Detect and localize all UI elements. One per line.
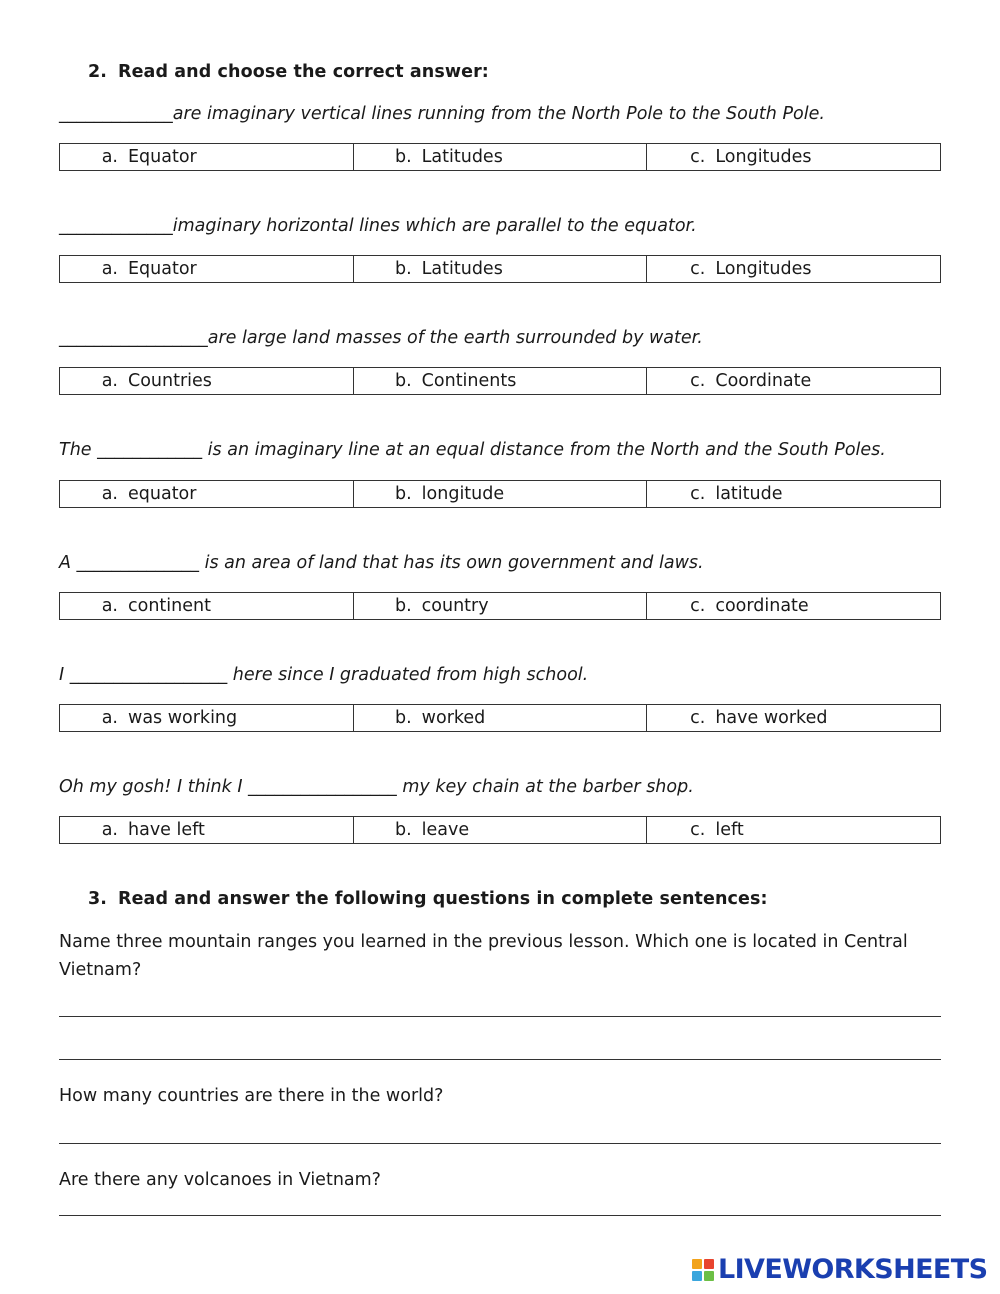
option-text: Continents (421, 371, 517, 391)
open-question: Name three mountain ranges you learned in the previous lesson. Which one is located in Central Vietnam? (59, 932, 908, 980)
option-a[interactable] (60, 705, 353, 731)
brand-name: LIVEWORKSHEETS (718, 1254, 988, 1285)
section-title: Read and answer the following questions in complete sentences: (118, 889, 768, 909)
option-letter: b. (395, 147, 412, 167)
answer-line[interactable] (59, 1215, 941, 1216)
option-letter: a. (101, 820, 118, 840)
options-row (59, 704, 941, 732)
option-b[interactable] (353, 593, 647, 619)
option-c[interactable] (646, 593, 940, 619)
options-row (59, 255, 941, 283)
open-question: Are there any volcanoes in Vietnam? (59, 1170, 381, 1190)
option-a[interactable] (60, 481, 353, 507)
option-text: Latitudes (421, 259, 503, 279)
option-b[interactable] (353, 705, 647, 731)
option-text: was working (128, 708, 238, 728)
question-prompt: Oh my gosh! I think I _________________ my key chain at the barber shop. (59, 777, 694, 797)
options-row (59, 816, 941, 844)
option-letter: a. (101, 371, 118, 391)
option-text: Longitudes (715, 259, 812, 279)
option-b[interactable] (353, 144, 647, 170)
option-letter: c. (690, 371, 706, 391)
option-a[interactable] (60, 593, 353, 619)
option-letter: c. (690, 484, 706, 504)
answer-line[interactable] (59, 1143, 941, 1144)
option-text: longitude (421, 484, 505, 504)
options-row (59, 367, 941, 395)
option-letter: c. (690, 820, 706, 840)
option-letter: b. (395, 484, 412, 504)
option-letter: a. (101, 484, 118, 504)
option-c[interactable] (646, 817, 940, 843)
option-letter: b. (395, 596, 412, 616)
question-prompt: _____________are imaginary vertical lines running from the North Pole to the South Pole. (59, 104, 825, 124)
option-b[interactable] (353, 368, 647, 394)
option-b[interactable] (353, 256, 647, 282)
option-letter: a. (101, 147, 118, 167)
logo-block (704, 1259, 714, 1269)
option-letter: a. (101, 259, 118, 279)
logo-block (704, 1271, 714, 1281)
answer-line[interactable] (59, 1059, 941, 1060)
option-letter: c. (690, 259, 706, 279)
options-row (59, 480, 941, 508)
option-letter: c. (690, 708, 706, 728)
option-letter: b. (395, 259, 412, 279)
option-b[interactable] (353, 481, 647, 507)
section-number: 3. (88, 889, 108, 909)
option-text: Coordinate (715, 371, 812, 391)
question-prompt: The ____________ is an imaginary line at an equal distance from the North and the South Poles. (59, 440, 886, 460)
option-letter: b. (395, 371, 412, 391)
option-a[interactable] (60, 368, 353, 394)
section-title: Read and choose the correct answer: (118, 62, 489, 82)
section-2-heading (88, 62, 489, 82)
options-row (59, 143, 941, 171)
option-text: country (421, 596, 489, 616)
question-prompt: _________________are large land masses of the earth surrounded by water. (59, 328, 703, 348)
option-letter: c. (690, 147, 706, 167)
question-prompt: _____________imaginary horizontal lines which are parallel to the equator. (59, 216, 697, 236)
option-a[interactable] (60, 144, 353, 170)
option-text: worked (421, 708, 486, 728)
option-text: Equator (128, 259, 197, 279)
option-letter: b. (395, 820, 412, 840)
option-text: left (715, 820, 744, 840)
option-text: have left (128, 820, 205, 840)
option-text: Longitudes (715, 147, 812, 167)
option-a[interactable] (60, 256, 353, 282)
liveworksheets-logo (692, 1254, 987, 1285)
open-question: How many countries are there in the world? (59, 1086, 444, 1106)
option-text: Latitudes (421, 147, 503, 167)
option-text: have worked (715, 708, 828, 728)
answer-line[interactable] (59, 1016, 941, 1017)
option-c[interactable] (646, 481, 940, 507)
options-row (59, 592, 941, 620)
option-c[interactable] (646, 256, 940, 282)
option-text: latitude (715, 484, 783, 504)
option-b[interactable] (353, 817, 647, 843)
option-letter: c. (690, 596, 706, 616)
option-text: Countries (128, 371, 212, 391)
section-number: 2. (88, 62, 108, 82)
option-text: coordinate (715, 596, 809, 616)
option-letter: a. (101, 596, 118, 616)
section-3-heading (88, 889, 768, 909)
option-c[interactable] (646, 705, 940, 731)
option-a[interactable] (60, 817, 353, 843)
option-letter: a. (101, 708, 118, 728)
option-text: Equator (128, 147, 197, 167)
question-prompt: A ______________ is an area of land that has its own government and laws. (59, 553, 704, 573)
option-letter: b. (395, 708, 412, 728)
option-text: equator (128, 484, 197, 504)
logo-block (692, 1271, 702, 1281)
option-c[interactable] (646, 368, 940, 394)
option-c[interactable] (646, 144, 940, 170)
logo-block (692, 1259, 702, 1269)
question-prompt: I __________________ here since I graduated from high school. (59, 665, 589, 685)
option-text: continent (128, 596, 211, 616)
option-text: leave (421, 820, 470, 840)
logo-blocks-icon (692, 1259, 714, 1281)
